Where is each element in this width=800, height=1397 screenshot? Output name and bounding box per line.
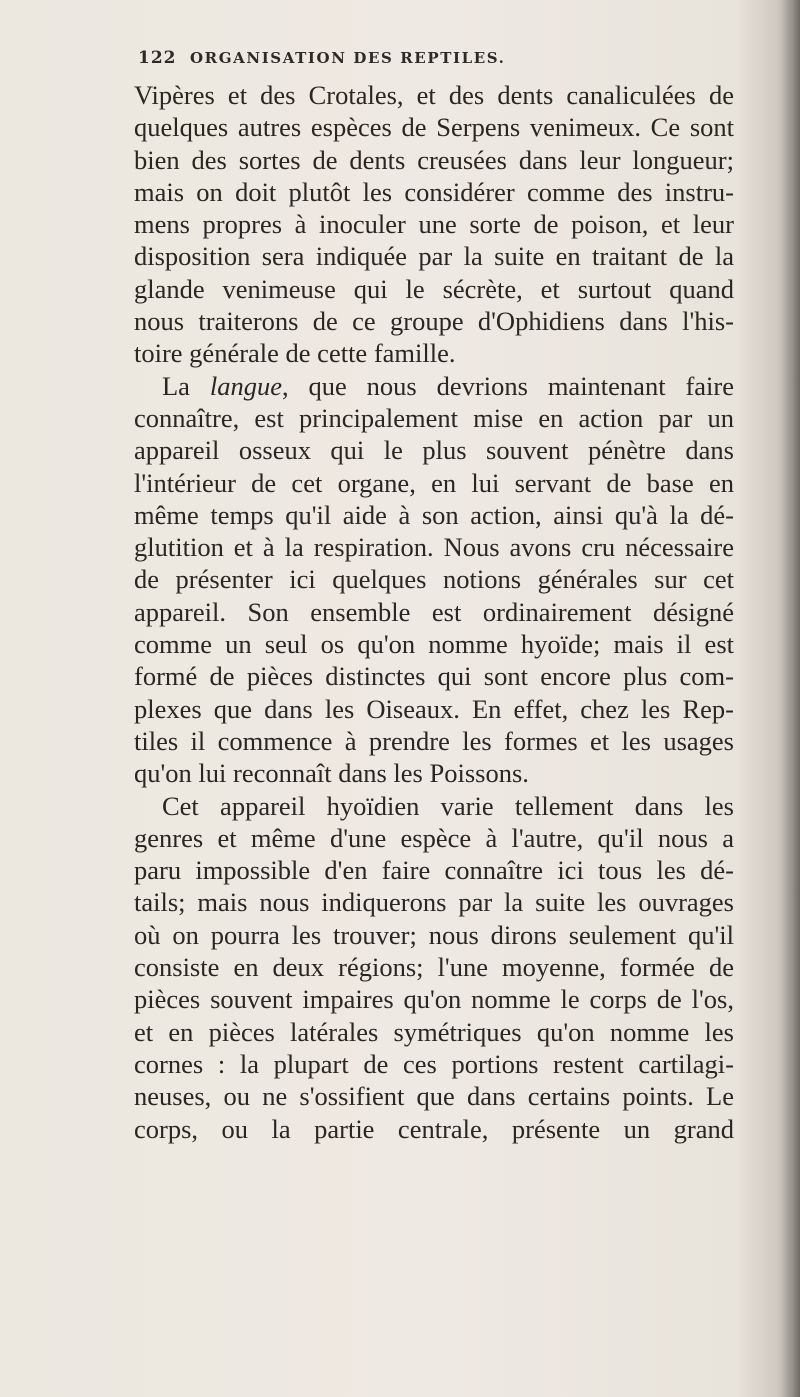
text-line: genres et même d'une espèce à l'autre, qu'il nous a bbox=[134, 822, 734, 853]
text-line: paru impossible d'en faire connaître ici tous les dé- bbox=[134, 855, 734, 886]
italic-term: langue bbox=[209, 370, 282, 401]
text-line: appareil osseux qui le plus souvent pénètre dans bbox=[134, 435, 734, 466]
running-head: ORGANISATION DES REPTILES. bbox=[190, 49, 506, 67]
text-line: et en pièces latérales symétriques qu'on nomme les bbox=[134, 1016, 734, 1047]
text-line: nous traiterons de ce groupe d'Ophidiens dans l'his- bbox=[134, 306, 734, 337]
text-line: qu'on lui reconnaît dans les Poissons. bbox=[134, 758, 529, 789]
text-run: La bbox=[162, 370, 210, 401]
paragraph-first-line bbox=[134, 370, 734, 402]
text-line: comme un seul os qu'on nomme hyoïde; mais il est bbox=[134, 629, 734, 660]
text-line: consiste en deux régions; l'une moyenne, formée de bbox=[134, 952, 734, 983]
text-line: bien des sortes de dents creusées dans leur longueur; bbox=[134, 144, 734, 175]
text-line: glande venimeuse qui le sécrète, et surtout quand bbox=[134, 273, 734, 304]
text-line: mais on doit plutôt les considérer comme des instru- bbox=[134, 176, 734, 207]
page-header bbox=[138, 48, 728, 74]
text-line: plexes que dans les Oiseaux. En effet, chez les Rep- bbox=[134, 693, 734, 724]
text-line: formé de pièces distinctes qui sont encore plus com- bbox=[134, 661, 734, 692]
text-line: appareil. Son ensemble est ordinairement désigné bbox=[134, 596, 734, 627]
text-line: toire générale de cette famille. bbox=[134, 338, 456, 369]
text-line: cornes : la plupart de ces portions restent cartilagi- bbox=[134, 1048, 734, 1079]
page-number: 122 bbox=[138, 48, 177, 68]
text-line: tails; mais nous indiquerons par la suite les ouvrages bbox=[134, 887, 734, 918]
text-line: Vipères et des Crotales, et des dents canaliculées de bbox=[134, 80, 734, 110]
page-edge-shadow bbox=[782, 0, 800, 1397]
body-text bbox=[134, 79, 734, 1145]
text-line: disposition sera indiquée par la suite en traitant de la bbox=[134, 241, 734, 272]
paragraph-first-line: Cet appareil hyoïdien varie tellement dans les bbox=[162, 790, 734, 821]
text-run: , que nous devrions maintenant faire bbox=[281, 370, 734, 401]
text-line: tiles il commence à prendre les formes et les usages bbox=[134, 725, 734, 756]
text-line: connaître, est principalement mise en action par un bbox=[134, 402, 734, 433]
text-line: l'intérieur de cet organe, en lui servant de base en bbox=[134, 467, 734, 498]
text-line: glutition et à la respiration. Nous avons cru nécessaire bbox=[134, 532, 734, 563]
text-line: corps, ou la partie centrale, présente un grand bbox=[134, 1113, 734, 1144]
text-line: même temps qu'il aide à son action, ainsi qu'à la dé- bbox=[134, 499, 734, 530]
text-line: de présenter ici quelques notions générales sur cet bbox=[134, 564, 734, 595]
text-line: neuses, ou ne s'ossifient que dans certains points. Le bbox=[134, 1081, 734, 1112]
text-line: où on pourra les trouver; nous dirons seulement qu'il bbox=[134, 919, 734, 950]
text-line: mens propres à inoculer une sorte de poison, et leur bbox=[134, 209, 734, 240]
text-line: quelques autres espèces de Serpens venimeux. Ce sont bbox=[134, 112, 734, 143]
text-line: pièces souvent impaires qu'on nomme le corps de l'os, bbox=[134, 984, 734, 1015]
